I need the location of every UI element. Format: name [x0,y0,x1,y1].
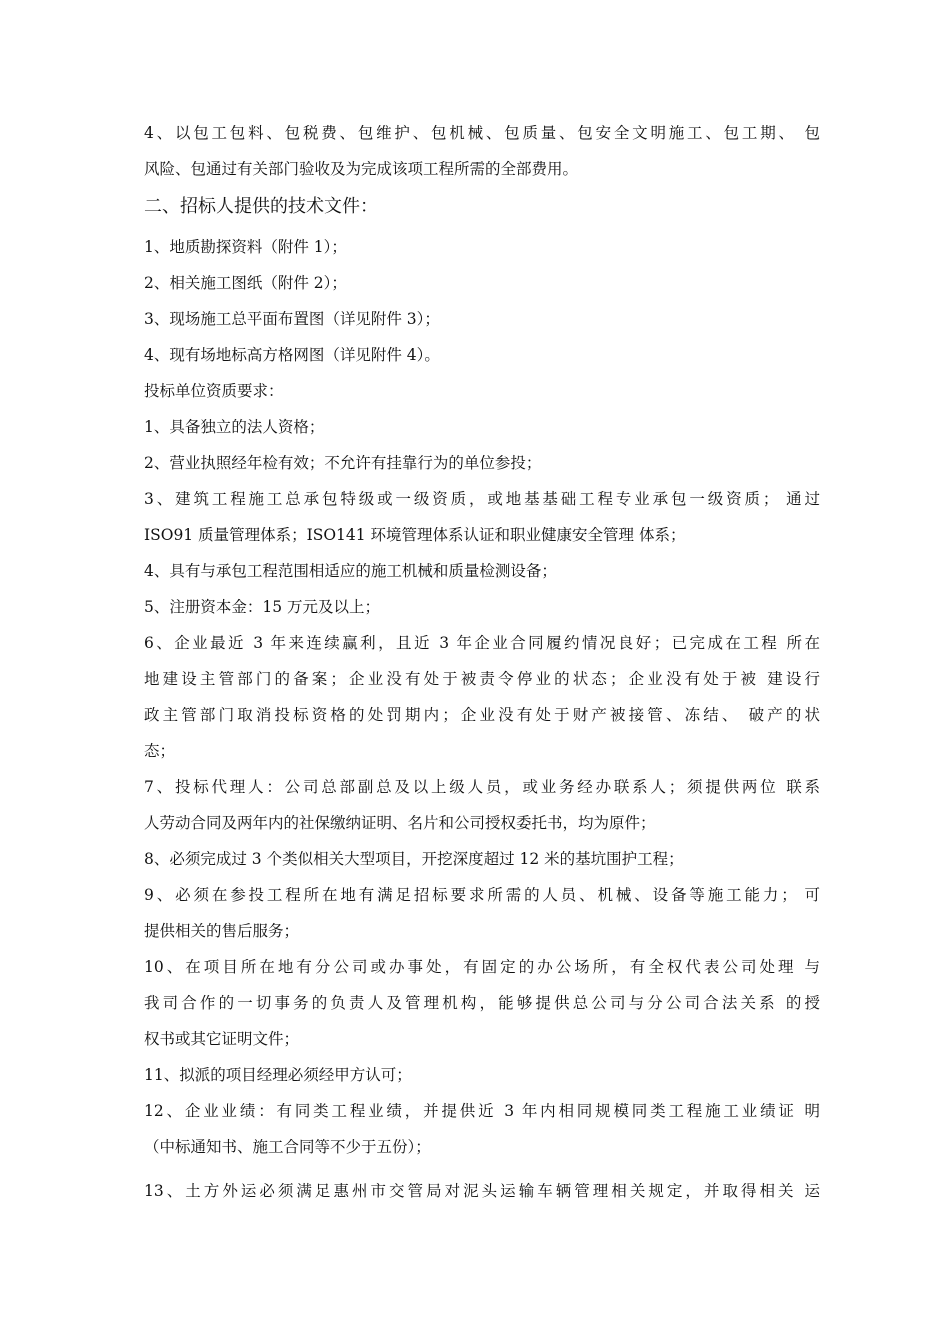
list-item: 13、土方外运必须满足惠州市交管局对泥头运输车辆管理相关规定，并取得相关 运 [144,1182,820,1200]
list-item: 8、必须完成过 3 个类似相关大型项目，开挖深度超过 12 米的基坑围护工程； [144,850,684,868]
list-item: 7、投标代理人：公司总部副总及以上级人员，或业务经办联系人；须提供两位 联系 [144,778,820,796]
list-item: 2、营业执照经年检有效；不允许有挂靠行为的单位参投； [144,454,542,472]
list-item: 12、企业业绩：有同类工程业绩，并提供近 3 年内相同规模同类工程施工业绩证 明 [144,1102,820,1120]
list-item: 4、具有与承包工程范围相适应的施工机械和质量检测设备； [144,562,557,580]
list-item: 3、建筑工程施工总承包特级或一级资质，或地基基础工程专业承包一级资质； 通过 [144,490,820,508]
list-item-continuation: 提供相关的售后服务； [144,922,300,940]
list-item: 10、在项目所在地有分公司或办事处，有固定的办公场所，有全权代表公司处理 与 [144,958,820,976]
list-item: 5、注册资本金：15 万元及以上； [144,598,381,616]
paragraph-spacer [144,1165,820,1173]
list-item-continuation: ISO91 质量管理体系；ISO141 环境管理体系认证和职业健康安全管理 体系； [144,526,686,544]
list-item: 3、现场施工总平面布置图（详见附件 3）； [144,310,440,328]
list-item: 11、拟派的项目经理必须经甲方认可； [144,1066,412,1084]
list-item: 1、具备独立的法人资格； [144,418,325,436]
document-page [144,115,820,1209]
list-item: 1、地质勘探资料（附件 1）； [144,238,347,256]
subsection-title: 投标单位资质要求： [144,382,284,400]
list-item: 9、必须在参投工程所在地有满足招标要求所需的人员、机械、设备等施工能力； 可 [144,886,820,904]
list-item-continuation: （中标通知书、施工合同等不少于五份）； [144,1138,431,1156]
paragraph-line: 4、以包工包料、包税费、包维护、包机械、包质量、包安全文明施工、包工期、 包 [144,124,820,142]
list-item-continuation: 人劳动合同及两年内的社保缴纳证明、名片和公司授权委托书，均为原件； [144,814,656,832]
section-heading: 二、招标人提供的技术文件： [144,196,378,217]
list-item-continuation: 态； [144,742,176,760]
list-item-continuation: 政主管部门取消投标资格的处罚期内；企业没有处于财产被接管、冻结、 破产的状 [144,706,820,724]
list-item: 2、相关施工图纸（附件 2）； [144,274,347,292]
list-item-continuation: 权书或其它证明文件； [144,1030,300,1048]
list-item: 4、现有场地标高方格网图（详见附件 4）。 [144,346,440,364]
paragraph-line: 风险、包通过有关部门验收及为完成该项工程所需的全部费用。 [144,160,579,178]
list-item: 6、企业最近 3 年来连续赢利，且近 3 年企业合同履约情况良好；已完成在工程 所在 [144,634,820,652]
list-item-continuation: 地建设主管部门的备案；企业没有处于被责令停业的状态；企业没有处于被 建设行 [144,670,820,688]
list-item-continuation: 我司合作的一切事务的负责人及管理机构，能够提供总公司与分公司合法关系 的授 [144,994,820,1012]
